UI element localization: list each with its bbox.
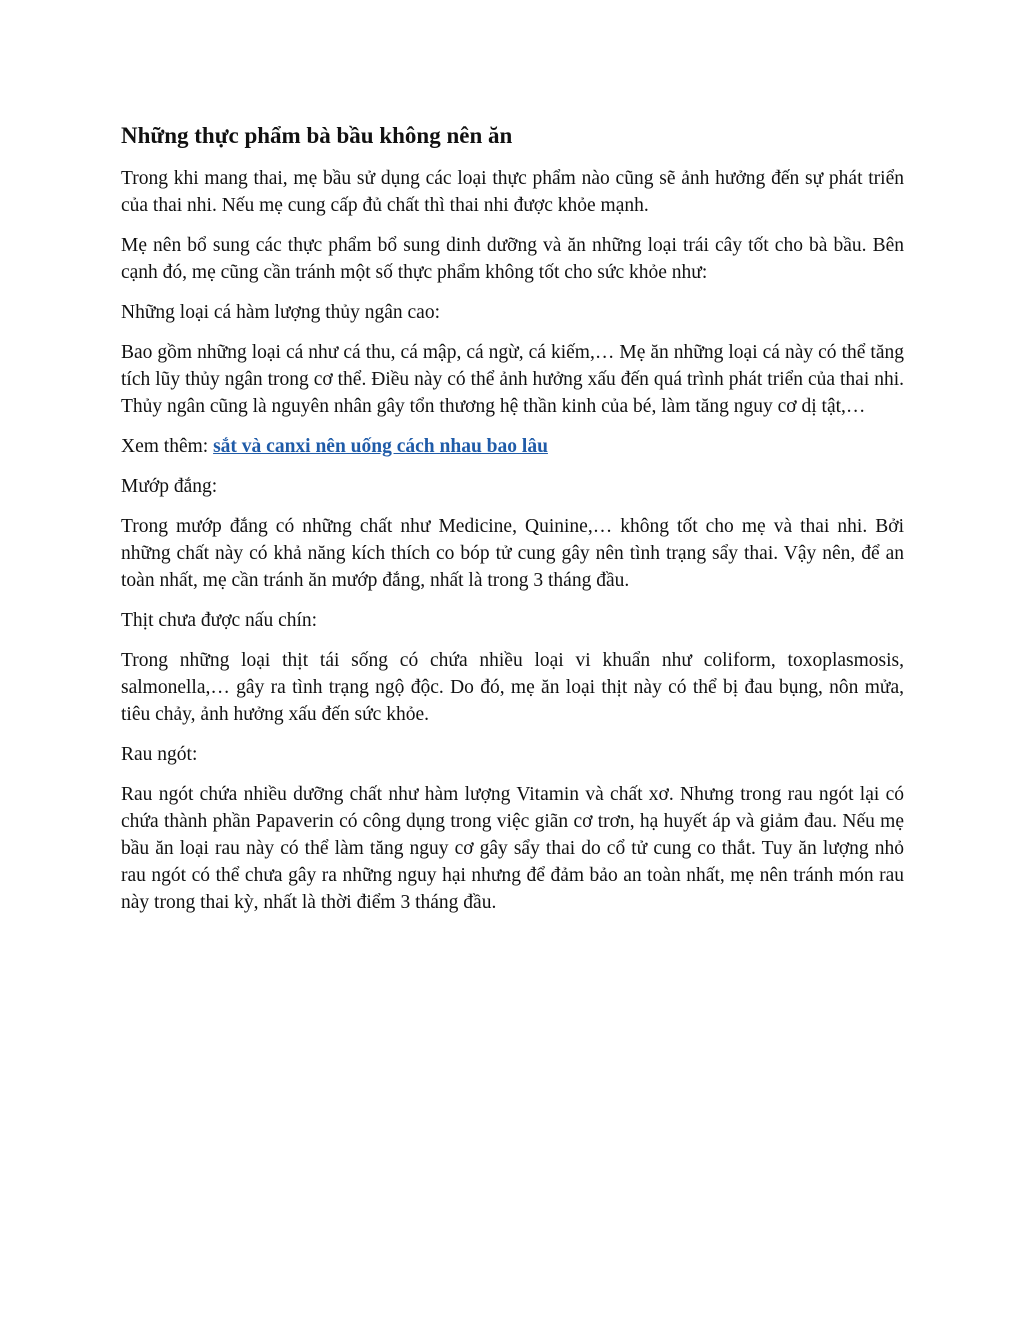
paragraph-intro: Trong khi mang thai, mẹ bầu sử dụng các loại thực phẩm nào cũng sẽ ảnh hưởng đến sự phát triển của thai nhi. Nếu mẹ cung cấp đủ chất thì thai nhi được khỏe mạnh. xyxy=(121,168,904,216)
heading-raw-meat: Thịt chưa được nấu chín: xyxy=(121,610,318,631)
document-title: Những thực phẩm bà bầu không nên ăn xyxy=(121,123,513,148)
paragraph-bitter-melon: Trong mướp đắng có những chất như Medicine, Quinine,… không tốt cho mẹ và thai nhi. Bởi những chất này có khả năng kích thích co bóp tử cung gây nên tình trạng sẩy thai. Vậy nên, để an toàn nhất, mẹ cần tránh ăn mướp đắng, nhất là trong 3 tháng đầu. xyxy=(121,516,904,591)
paragraph-raw-meat: Trong những loại thịt tái sống có chứa nhiều loại vi khuẩn như coliform, toxoplasmosis, salmonella,… gây ra tình trạng ngộ độc. Do đó, mẹ ăn loại thịt này có thể bị đau bụng, nôn mửa, tiêu chảy, ảnh hưởng xấu đến sức khỏe. xyxy=(121,650,904,725)
document-page xyxy=(121,118,904,929)
heading-rau-ngot: Rau ngót: xyxy=(121,744,198,765)
paragraph-rau-ngot: Rau ngót chứa nhiều dưỡng chất như hàm lượng Vitamin và chất xơ. Nhưng trong rau ngót lại có chứa thành phần Papaverin có công dụng trong việc giãn cơ trơn, hạ huyết áp và giảm đau. Nếu mẹ bầu ăn loại rau này có thể làm tăng nguy cơ gây sẩy thai do cổ tử cung co thắt. Tuy ăn lượng nhỏ rau ngót có thể chưa gây ra những nguy hại nhưng để đảm bảo an toàn nhất, mẹ nên tránh món rau này trong thai kỳ, nhất là thời điểm 3 tháng đầu. xyxy=(121,784,904,913)
heading-bitter-melon: Mướp đắng: xyxy=(121,476,218,497)
heading-fish: Những loại cá hàm lượng thủy ngân cao: xyxy=(121,302,440,323)
paragraph-fish: Bao gồm những loại cá như cá thu, cá mập, cá ngừ, cá kiếm,… Mẹ ăn những loại cá này có thể tăng tích lũy thủy ngân trong cơ thể. Điều này có thể ảnh hưởng xấu đến quá trình phát triển của thai nhi. Thủy ngân cũng là nguyên nhân gây tổn thương hệ thần kinh của bé, làm tăng nguy cơ dị tật,… xyxy=(121,342,904,417)
paragraph-advice: Mẹ nên bổ sung các thực phẩm bổ sung dinh dưỡng và ăn những loại trái cây tốt cho bà bầu. Bên cạnh đó, mẹ cũng cần tránh một số thực phẩm không tốt cho sức khỏe như: xyxy=(121,235,904,283)
see-more-link[interactable]: sắt và canxi nên uống cách nhau bao lâu xyxy=(213,436,548,457)
see-more-line xyxy=(121,433,904,460)
see-more-prefix: Xem thêm: xyxy=(121,436,214,457)
